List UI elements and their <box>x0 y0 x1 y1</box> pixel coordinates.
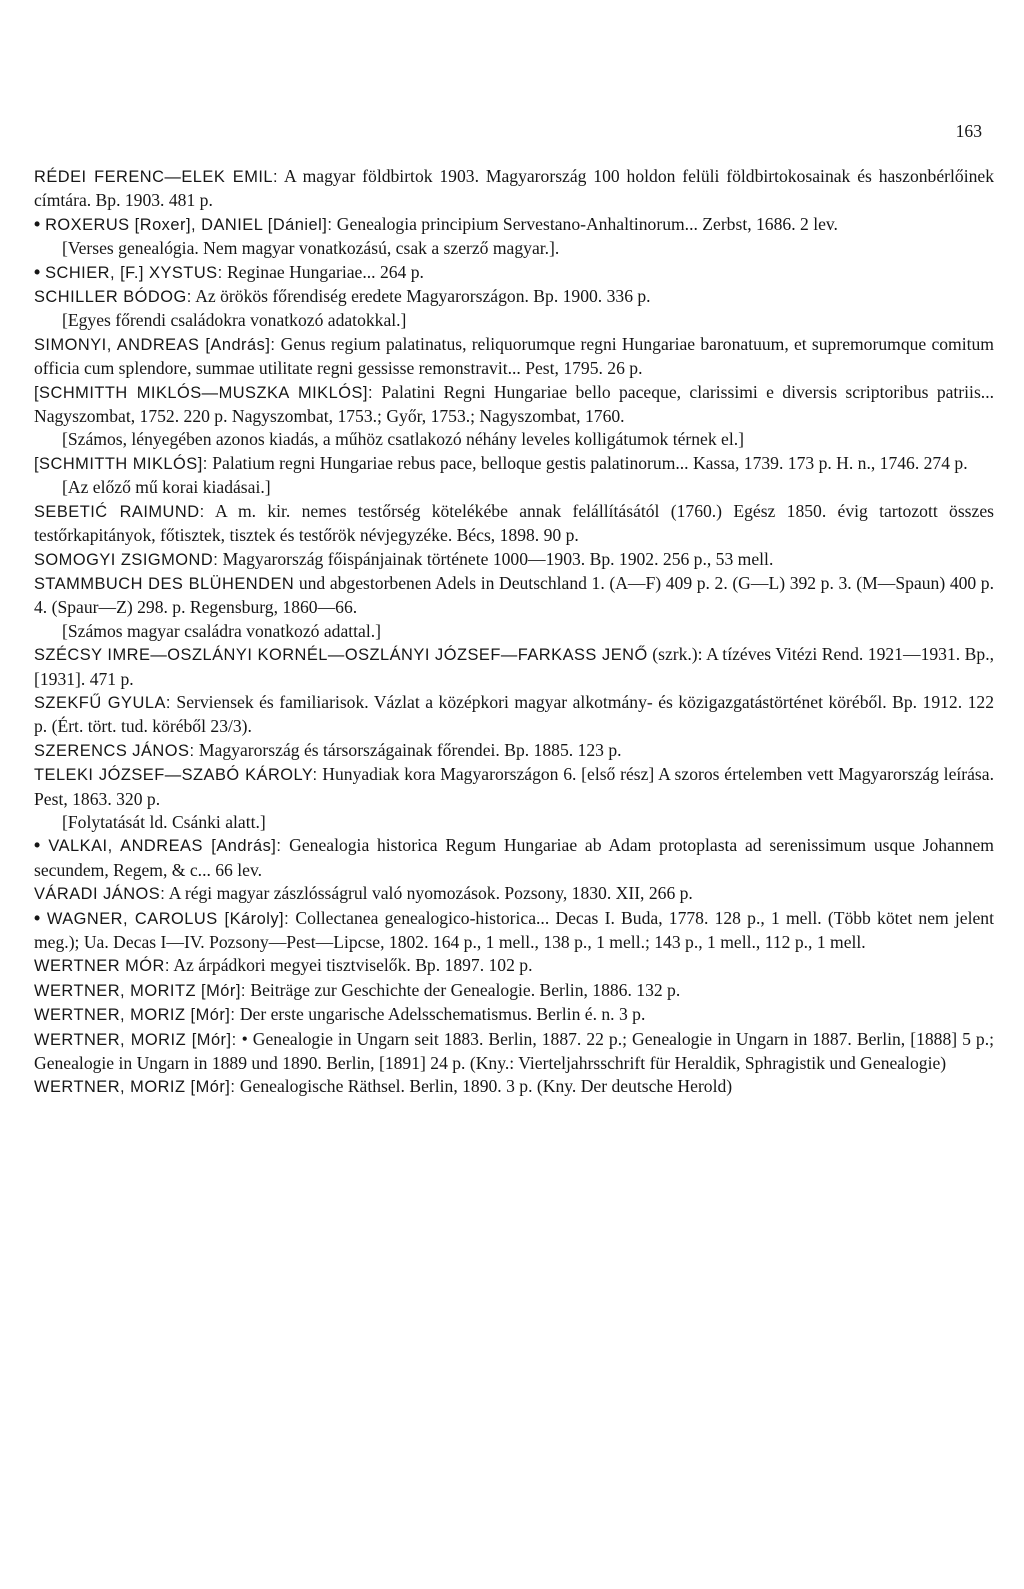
bibliography-entry <box>34 452 994 476</box>
entry-text: (szrk.): A tízéves Vitézi Rend. 1921—1931. Bp., [1931]. 471 p. <box>34 644 994 689</box>
entry-author: VÁRADI JÁNOS: <box>34 885 166 904</box>
bibliography-entry <box>34 572 994 620</box>
annotation-note: [Az előző mű korai kiadásai.] <box>62 477 271 498</box>
annotation-note: [Verses genealógia. Nem magyar vonatkozású, csak a szerző magyar.]. <box>62 238 560 259</box>
entry-author: SZEKFŰ GYULA: <box>34 693 171 712</box>
entry-author: STAMMBUCH DES BLÜHENDEN <box>34 574 295 593</box>
entry-text: Genus regium palatinatus, reliquorumque regni Hungariae baronatuum, et supremorumque comitum officia cum splendore, summae utilitate regni gessisse remonstravit... Pest, 1795. 26 p. <box>34 333 994 379</box>
entry-author: TELEKI JÓZSEF—SZABÓ KÁROLY: <box>34 766 318 785</box>
entry-text: Collectanea genealogico-historica... Decas I. Buda, 1778. 128 p., 1 mell. (Több kötet nem jelent meg.); Ua. Decas I—IV. Pozsony—Pest—Lipcse, 1802. 164 p., 1 mell., 138 p., 1 mell.; 143 p., 1 mell., 112 p., 1 mell. <box>34 907 994 952</box>
entry-text: Genealogia principium Servestano-Anhaltinorum... Zerbst, 1686. 2 lev. <box>332 213 838 234</box>
entry-author: SEBETIĆ RAIMUND: <box>34 502 205 521</box>
bibliography-entry <box>34 1028 994 1076</box>
entry-author: [SCHMITTH MIKLÓS—MUSZKA MIKLÓS]: <box>34 383 374 402</box>
entry-author: WERTNER MÓR: <box>34 957 170 976</box>
bullet-marker: • <box>34 835 49 856</box>
bibliography-entry <box>34 1003 994 1027</box>
entry-author: [SCHMITTH MIKLÓS]: <box>34 454 208 473</box>
entry-text: Serviensek és familiarisok. Vázlat a középkori magyar alkotmány- és közigazgatástörténet köréből. Bp. 1912. 122 p. (Ért. tört. tud. köréből 23/3). <box>34 691 994 737</box>
entry-text: Genealogia historica Regum Hungariae ab Adam protoplasta ad serenissimum usque Johannem secundem, Regem, & c... 66 lev. <box>34 835 994 880</box>
entry-author: WERTNER, MORIZ [Mór]: <box>34 1030 237 1049</box>
bibliography-entry <box>34 285 994 309</box>
document-page <box>34 0 994 1589</box>
entry-author: SCHIER, [F.] XYSTUS: <box>45 263 223 282</box>
bullet-marker: • <box>34 261 46 282</box>
entry-text: Beiträge zur Geschichte der Genealogie. Berlin, 1886. 132 p. <box>245 979 681 1000</box>
entry-text: A magyar földbirtok 1903. Magyarország 100 holdon felüli földbirtokosainak és haszonbérlőinek címtára. Bp. 1903. 481 p. <box>34 166 994 211</box>
entry-text: und abgestorbenen Adels in Deutschland 1. (A—F) 409 p. 2. (G—L) 392 p. 3. (M—Spaun) 400 p. 4. (Spaur—Z) 298. p. Regensburg, 1860—66. <box>34 572 995 618</box>
bullet-marker: • <box>34 213 46 234</box>
entry-author: WAGNER, CAROLUS [Károly]: <box>46 909 290 928</box>
entry-text: Hunyadiak kora Magyarországon 6. [első rész] A szoros értelemben vett Magyarország leírása. Pest, 1863. 320 p. <box>34 764 994 809</box>
entry-text: Palatium regni Hungariae rebus pace, belloque gestis palatinorum... Kassa, 1739. 173 p. H. n., 1746. 274 p. <box>207 452 968 473</box>
bibliography-entry <box>34 954 994 978</box>
bibliography-entry <box>34 165 994 213</box>
bibliography-entry <box>34 739 994 763</box>
bibliography-entry <box>34 333 994 381</box>
bibliography-entry <box>34 381 994 429</box>
entry-author: SCHILLER BÓDOG: <box>34 288 192 307</box>
bibliography-entry <box>34 261 994 285</box>
bibliography-entry <box>34 213 994 237</box>
bibliography-entry <box>34 500 994 548</box>
annotation-note: [Folytatását ld. Csánki alatt.] <box>62 811 266 832</box>
page-number: 163 <box>955 121 982 141</box>
entry-author: SZERENCS JÁNOS: <box>34 741 195 760</box>
bibliography-entry <box>34 548 994 572</box>
entry-text: A m. kir. nemes testőrség kötelékébe annak felállításától (1760.) Egész 1850. évig tartozott összes testőrkapitányok, főtisztek, tisztek és testőrök névjegyzéke. Bécs, 1898. 90 p. <box>34 500 994 546</box>
entry-author: SZÉCSY IMRE—OSZLÁNYI KORNÉL—OSZLÁNYI JÓZSEF—FARKASS JENŐ <box>34 646 648 665</box>
entry-author: VALKAI, ANDREAS [András]: <box>48 837 282 856</box>
entry-text: Az árpádkori megyei tisztviselők. Bp. 1897. 102 p. <box>169 955 533 976</box>
bibliography-entry <box>34 1075 994 1099</box>
entry-text: Magyarország főispánjainak története 1000—1903. Bp. 1902. 256 p., 53 mell. <box>218 548 774 569</box>
entry-author: WERTNER, MORIZ [Mór]: <box>34 1078 236 1097</box>
entry-text: A régi magyar zászlósságrul való nyomozások. Pozsony, 1830. XII, 266 p. <box>165 883 693 904</box>
annotation-note: [Egyes főrendi családokra vonatkozó adatokkal.] <box>62 310 407 331</box>
entry-author: ROXERUS [Roxer], DANIEL [Dániel]: <box>45 215 333 234</box>
entry-text: Genealogische Räthsel. Berlin, 1890. 3 p. (Kny. Der deutsche Herold) <box>235 1076 733 1097</box>
bibliography-entry <box>34 907 994 955</box>
annotation-note: [Számos magyar családra vonatkozó adattal.] <box>62 620 381 641</box>
entry-author: SIMONYI, ANDREAS [András]: <box>34 335 276 354</box>
entry-text: Der erste ungarische Adelsschematismus. Berlin é. n. 3 p. <box>235 1004 646 1025</box>
bibliography-entry <box>34 691 994 739</box>
entry-text: Az örökös főrendiség eredete Magyarországon. Bp. 1900. 336 p. <box>191 286 651 307</box>
bibliography-entry <box>34 834 994 882</box>
bibliography-entry <box>34 763 994 811</box>
entry-author: RÉDEI FERENC—ELEK EMIL: <box>34 168 279 186</box>
bibliography-entry <box>34 882 994 906</box>
bullet-marker: • <box>34 907 47 928</box>
bibliography-entry <box>34 979 994 1003</box>
entry-text: Palatini Regni Hungariae bello paceque, clarissimi e diversis scriptoribus patriis... Nagyszombat, 1752. 220 p. Nagyszombat, 1753.; Győr, 1753.; Nagyszombat, 1760. <box>34 381 994 427</box>
entry-author: SOMOGYI ZSIGMOND: <box>34 550 219 569</box>
bibliography-entry <box>34 643 994 691</box>
entry-text: Reginae Hungariae... 264 p. <box>222 261 424 282</box>
entry-author: WERTNER, MORITZ [Mór]: <box>34 981 246 1000</box>
annotation-note: [Számos, lényegében azonos kiadás, a műhöz csatlakozó néhány leveles kolligátumok térnek el.] <box>62 429 745 450</box>
entry-text: Magyarország és társországainak főrendei. Bp. 1885. 123 p. <box>194 739 622 760</box>
entry-author: WERTNER, MORIZ [Mór]: <box>34 1006 236 1025</box>
bibliography-list <box>34 165 994 1100</box>
entry-text: • Genealogie in Ungarn seit 1883. Berlin, 1887. 22 p.; Genealogie in Ungarn in 1887. Berlin, [1888] 5 p.; Genealogie in Ungarn in 1889 und 1890. Berlin, [1891] 24 p. (Kny.: Vierteljahrsschrift für Heraldik, Sphragistik und Genealogie) <box>34 1028 994 1074</box>
